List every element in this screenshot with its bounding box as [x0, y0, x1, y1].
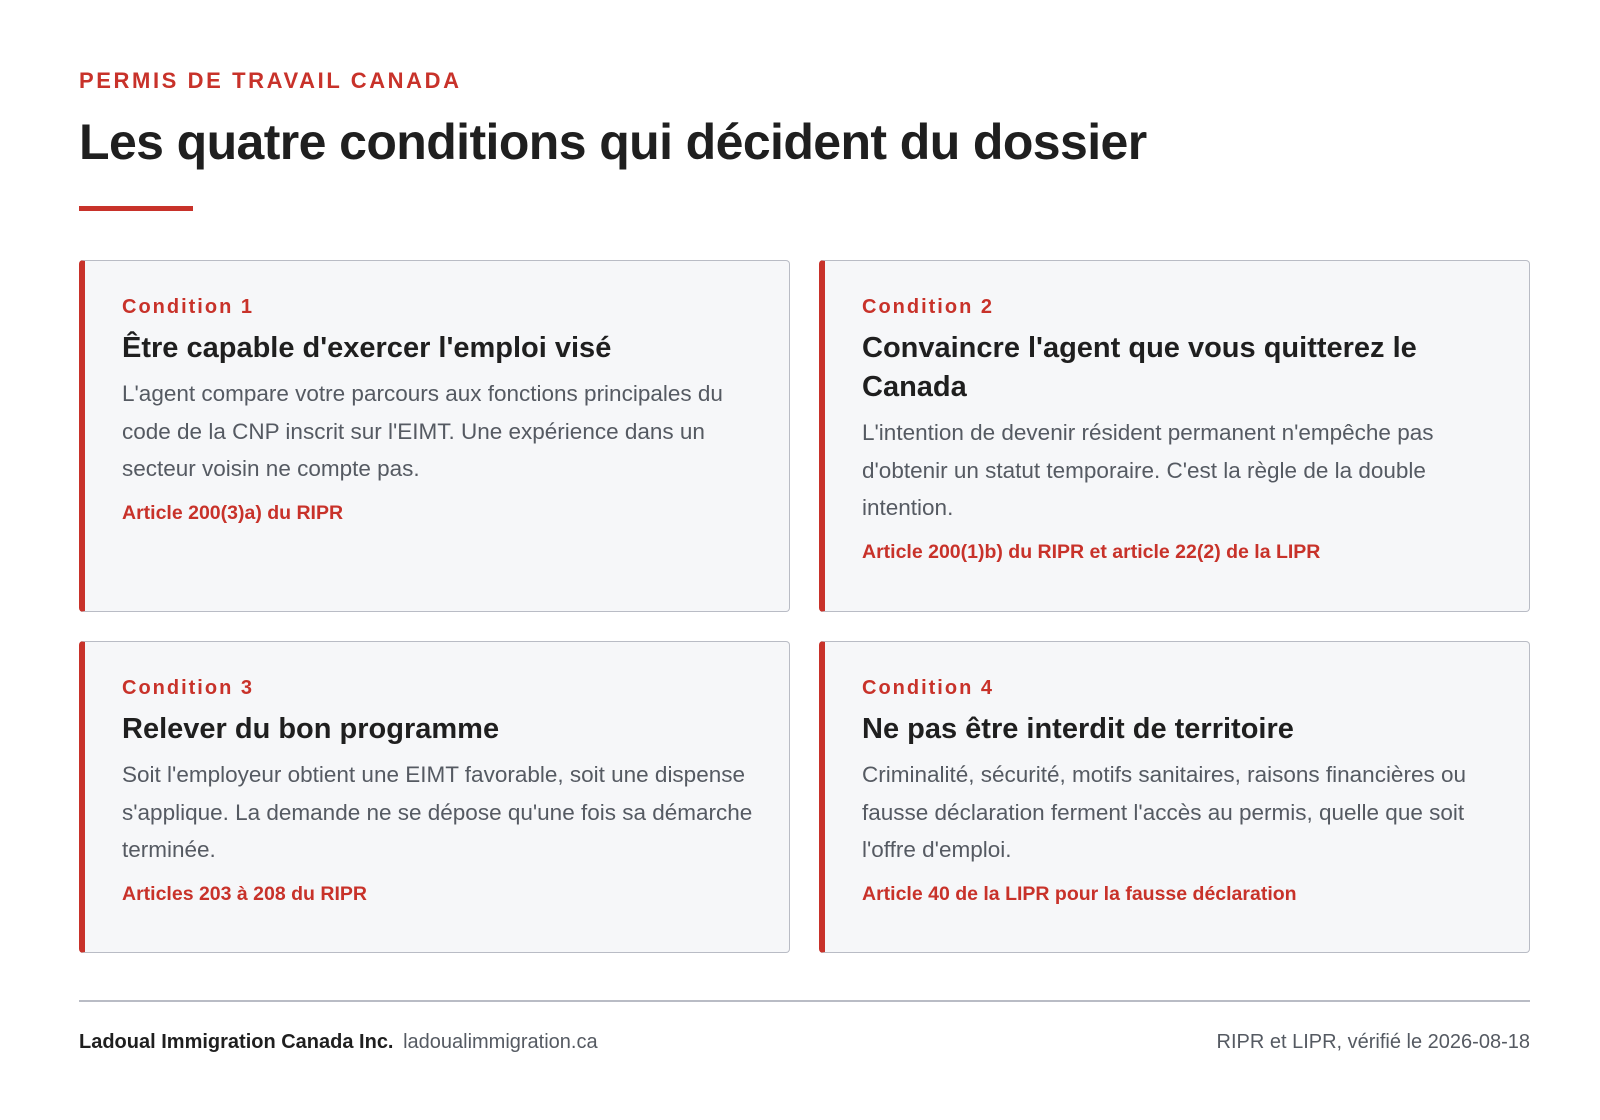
footer [79, 1027, 1530, 1057]
condition-label: Condition 2 [862, 296, 994, 318]
condition-card-2 [819, 260, 1530, 612]
condition-reference: Article 200(1)b) du RIPR et article 22(2) de la LIPR [862, 540, 1321, 563]
condition-description: Soit l'employeur obtient une EIMT favorable, soit une dispense s'applique. La demande ne se dépose qu'une fois sa démarche terminée. [122, 762, 753, 862]
condition-title: Relever du bon programme [122, 713, 500, 745]
footer-divider [79, 1000, 1530, 1002]
condition-reference: Article 40 de la LIPR pour la fausse déclaration [862, 882, 1297, 905]
footer-attribution [79, 1027, 598, 1057]
condition-title: Convaincre l'agent que vous quitterez le Canada [862, 332, 1417, 403]
condition-title: Ne pas être interdit de territoire [862, 713, 1294, 745]
footer-company-name: Ladoual Immigration Canada Inc. [79, 1031, 394, 1053]
footer-website: ladoualimmigration.ca [403, 1031, 598, 1053]
title-accent-rule [79, 206, 193, 211]
condition-label: Condition 3 [122, 677, 254, 699]
condition-label: Condition 1 [122, 296, 254, 318]
page-title: Les quatre conditions qui décident du dossier [79, 114, 1147, 170]
condition-card-1 [79, 260, 790, 612]
footer-verification-note: RIPR et LIPR, vérifié le 2026-08-18 [1216, 1031, 1530, 1053]
eyebrow-label: PERMIS DE TRAVAIL CANADA [79, 68, 462, 93]
condition-card-3 [79, 641, 790, 953]
condition-description: Criminalité, sécurité, motifs sanitaires, raisons financières ou fausse déclaration ferment l'accès au permis, quelle que soit l'offre d'emploi. [862, 762, 1466, 862]
condition-description: L'intention de devenir résident permanent n'empêche pas d'obtenir un statut temporaire. C'est la règle de la double intention. [862, 420, 1434, 520]
condition-title: Être capable d'exercer l'emploi visé [122, 332, 612, 364]
condition-label: Condition 4 [862, 677, 994, 699]
condition-reference: Article 200(3)a) du RIPR [122, 501, 344, 524]
condition-card-4 [819, 641, 1530, 953]
condition-reference: Articles 203 à 208 du RIPR [122, 882, 367, 905]
condition-description: L'agent compare votre parcours aux fonctions principales du code de la CNP inscrit sur l'EIMT. Une expérience dans un secteur voisin ne compte pas. [122, 381, 723, 481]
